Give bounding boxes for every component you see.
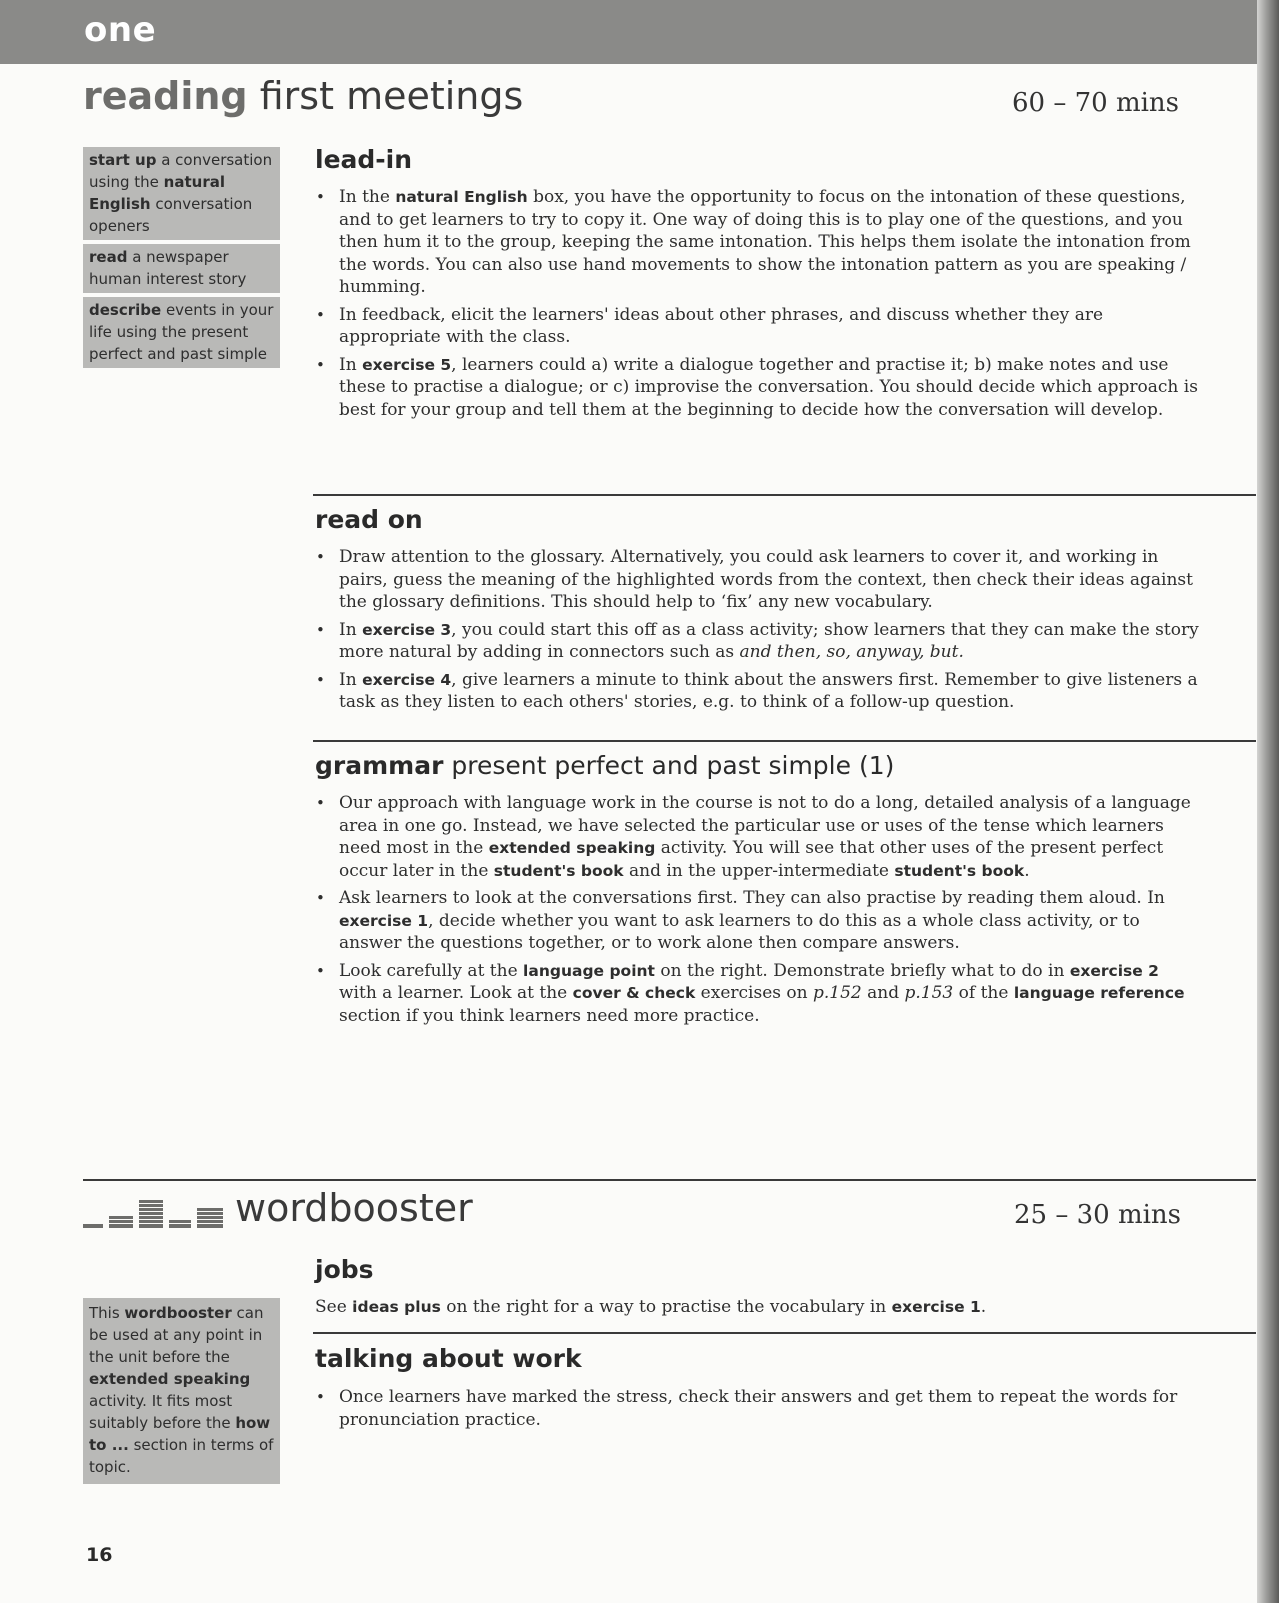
- text: and: [861, 983, 905, 1003]
- grammar-heading-bold: grammar: [315, 751, 444, 780]
- list-item: [315, 1386, 1200, 1431]
- bold-term: language point: [523, 961, 655, 980]
- wordbooster-title: [83, 1188, 473, 1228]
- text: section if you think learners need more practice.: [339, 1005, 760, 1026]
- list-item: [315, 354, 1200, 422]
- bold-term: exercise 4: [362, 670, 452, 689]
- text: In: [339, 619, 363, 640]
- text: , learners could a) write a dialogue together and practise it; b) make notes and use these to practise a dialogue; or c) improvise the conversation. You should decide which approach is best for your group and tell them at the beginning to decide how the conversation will develop.: [339, 354, 1198, 420]
- text: on the right. Demonstrate briefly what to do in: [654, 960, 1070, 981]
- objective-verb: start up: [89, 151, 157, 169]
- lead-in-heading-text: lead-in: [315, 145, 413, 174]
- read-on-heading: [315, 505, 423, 534]
- text: and in the upper-intermediate: [623, 860, 895, 881]
- reading-section-title: [83, 74, 523, 118]
- text: .: [980, 1297, 987, 1317]
- text: can be used at any point in the unit before the: [89, 1304, 264, 1366]
- text: on the right for a way to practise the vocabulary in: [440, 1297, 892, 1317]
- lead-in-heading: [315, 145, 412, 174]
- text: section in terms of topic.: [89, 1436, 274, 1476]
- bold-term: exercise 1: [339, 911, 429, 930]
- objective-verb: read: [89, 248, 128, 266]
- read-on-list: [315, 546, 1200, 719]
- bold-term: language reference: [1013, 984, 1185, 1002]
- text: Look carefully at the: [339, 960, 524, 981]
- bold-term: extended speaking: [488, 839, 656, 857]
- text: In the: [339, 187, 396, 207]
- page-number: 16: [86, 1544, 113, 1566]
- divider: [313, 494, 1256, 496]
- objective-text: conversation openers: [89, 195, 253, 235]
- text: , give learners a minute to think about the answers first. Remember to give listeners a task as they listen to each others' stories, e.g. to think of a follow-up question.: [339, 669, 1198, 712]
- divider: [313, 740, 1256, 742]
- list-item: [315, 186, 1200, 299]
- reading-title-bold: reading: [83, 74, 248, 118]
- text: activity. You will see that other uses of the present perfect occur later in the: [339, 838, 1164, 881]
- text: box, you have the opportunity to focus on the intonation of these questions, and to get learners to try to copy it. One way of doing this is to play one of the questions, and you then hum it to the group, keeping the same intonation. This helps them isolate the intonation from the words. You can also use hand movements to show the intonation pattern as you are speaking / humming.: [339, 187, 1191, 297]
- talking-heading-text: talking about work: [315, 1344, 582, 1373]
- bold-term: exercise 2: [1069, 961, 1159, 980]
- text: In: [339, 354, 363, 375]
- bold-term: student's book: [894, 861, 1025, 880]
- text: with a learner. Look at the: [339, 983, 573, 1003]
- objective-item: [83, 297, 280, 368]
- book-spine-shadow: [1257, 0, 1279, 1603]
- list-item: [315, 304, 1200, 349]
- text: Once learners have marked the stress, check their answers and get them to repeat the words for pronunciation practice.: [339, 1387, 1178, 1430]
- objective-text: events in your life using the present perfect and past simple: [89, 301, 274, 363]
- list-item: [315, 546, 1200, 614]
- text: , decide whether you want to ask learners to do this as a whole class activity, or to answer the questions together, or to work alone then compare answers.: [339, 910, 1140, 953]
- unit-header-bar: [0, 0, 1258, 64]
- text: exercises on: [695, 983, 813, 1003]
- text: See: [315, 1297, 353, 1317]
- grammar-heading-rest: present perfect and past simple (1): [443, 751, 895, 780]
- list-item: [315, 792, 1200, 882]
- divider: [313, 1332, 1256, 1334]
- objective-item: [83, 147, 280, 240]
- text: Ask learners to look at the conversations first. They can also practise by reading them aloud. In: [339, 888, 1165, 908]
- list-item: [315, 887, 1200, 955]
- divider: [83, 1179, 1256, 1181]
- list-item: [315, 960, 1200, 1028]
- text: activity. It fits most suitably before the: [89, 1392, 236, 1432]
- objective-text: a conversation using the: [89, 151, 273, 191]
- wordbooster-title-text: wordbooster: [235, 1186, 473, 1230]
- wordbooster-note-box: [83, 1298, 280, 1488]
- objective-verb: describe: [89, 301, 162, 319]
- italic-text: p.153: [904, 983, 954, 1003]
- grammar-list: [315, 792, 1200, 1032]
- text: , you could start this off as a class activity; show learners that they can make the story more natural by adding in connectors such as: [339, 619, 1199, 662]
- unit-label: one: [84, 10, 157, 50]
- bold-term: student's book: [493, 861, 624, 880]
- text: In feedback, elicit the learners' ideas about other phrases, and discuss whether they are appropriate with the class.: [339, 304, 1104, 347]
- bold-term: wordbooster: [124, 1304, 232, 1322]
- reading-objectives-box: [83, 147, 280, 372]
- text: Draw attention to the glossary. Alternatively, you could ask learners to cover it, and working in pairs, guess the meaning of the highlighted words from the context, then check their ideas against the glossary definitions. This should help to ‘fix’ any new vocabulary.: [339, 547, 1193, 612]
- wordbooster-note: [83, 1298, 280, 1484]
- reading-title-rest: first meetings: [259, 74, 524, 118]
- read-on-heading-text: read on: [315, 505, 423, 534]
- jobs-heading-text: jobs: [315, 1255, 374, 1284]
- text: In: [339, 669, 363, 690]
- objective-highlight: natural English: [89, 173, 225, 213]
- italic-text: and then, so, anyway, but.: [739, 642, 964, 662]
- jobs-heading: [315, 1255, 374, 1284]
- bold-term: exercise 3: [362, 620, 452, 639]
- objective-text: a newspaper human interest story: [89, 248, 247, 288]
- wordbooster-time: 25 – 30 mins: [1014, 1200, 1182, 1230]
- bold-term: natural English: [395, 188, 528, 206]
- italic-text: p.152: [812, 983, 862, 1003]
- objective-item: [83, 244, 280, 293]
- list-item: [315, 669, 1200, 714]
- bold-term: how to ...: [89, 1414, 271, 1454]
- text: This: [89, 1304, 125, 1322]
- text: .: [1024, 860, 1030, 881]
- grammar-heading: [315, 751, 894, 780]
- bold-term: exercise 1: [891, 1298, 981, 1316]
- wordbooster-bars-icon: [83, 1196, 225, 1228]
- lead-in-list: [315, 186, 1200, 426]
- talking-about-work-list: [315, 1386, 1200, 1436]
- text: Our approach with language work in the course is not to do a long, detailed analysis of a language area in one go. Instead, we have selected the particular use or uses of the tense which learners need most in the: [339, 793, 1191, 858]
- bold-term: cover & check: [572, 984, 696, 1002]
- reading-time: 60 – 70 mins: [1012, 88, 1180, 118]
- bold-term: extended speaking: [89, 1370, 251, 1388]
- text: of the: [953, 983, 1014, 1003]
- bold-term: exercise 5: [362, 355, 452, 374]
- list-item: [315, 619, 1200, 664]
- jobs-paragraph: [315, 1296, 1200, 1319]
- talking-about-work-heading: [315, 1344, 582, 1373]
- bold-term: ideas plus: [352, 1298, 441, 1316]
